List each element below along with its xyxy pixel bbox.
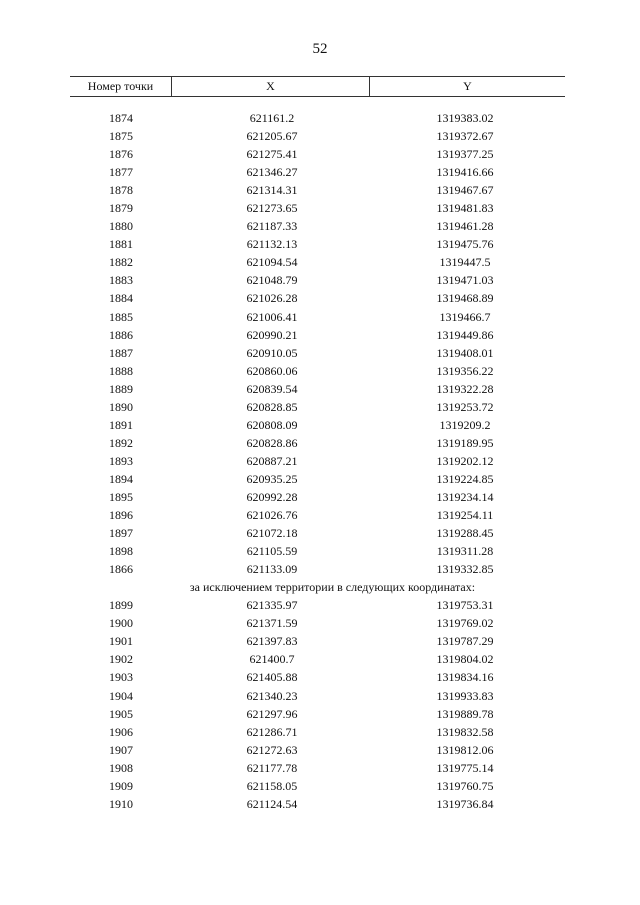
y-coordinate-cell: 1319372.67 [436, 129, 494, 144]
table-row [70, 506, 565, 524]
y-coordinate-cell: 1319769.02 [436, 616, 494, 631]
point-number-cell: 1880 [109, 219, 133, 234]
table-row [70, 687, 565, 705]
x-coordinate-cell: 621400.7 [249, 652, 295, 667]
y-coordinate-cell: 1319760.75 [436, 778, 494, 793]
y-coordinate-cell: 1319753.31 [436, 598, 494, 613]
point-number-cell: 1904 [109, 688, 133, 703]
y-coordinate-cell: 1319189.95 [436, 435, 494, 450]
table-row [70, 235, 565, 253]
y-coordinate-cell: 1319449.86 [436, 327, 494, 342]
point-number-cell: 1879 [109, 201, 133, 216]
x-coordinate-cell: 621177.78 [246, 760, 298, 775]
table-row [70, 632, 565, 650]
y-coordinate-cell: 1319322.28 [436, 381, 494, 396]
point-number-cell: 1898 [109, 544, 133, 559]
table-row [70, 145, 565, 163]
table-row [70, 380, 565, 398]
point-number-cell: 1906 [109, 724, 133, 739]
table-row [70, 398, 565, 416]
x-coordinate-cell: 620992.28 [246, 489, 298, 504]
table-row [70, 560, 565, 578]
table-row [70, 470, 565, 488]
table-row [70, 289, 565, 307]
table-row [70, 488, 565, 506]
table-body [70, 109, 565, 813]
point-number-cell: 1876 [109, 147, 133, 162]
point-number-cell: 1892 [109, 435, 133, 450]
x-coordinate-cell: 620828.86 [246, 435, 298, 450]
y-coordinate-cell: 1319461.28 [436, 219, 494, 234]
exclusion-note: за исключением территории в следующих координатах: [189, 580, 476, 595]
table-row [70, 596, 565, 614]
x-coordinate-cell: 621026.28 [246, 291, 298, 306]
x-coordinate-cell: 621026.76 [246, 508, 298, 523]
y-coordinate-cell: 1319288.45 [436, 526, 494, 541]
point-number-cell: 1899 [109, 598, 133, 613]
x-coordinate-cell: 621205.67 [246, 129, 298, 144]
x-coordinate-cell: 621158.05 [246, 778, 298, 793]
y-coordinate-cell: 1319889.78 [436, 706, 494, 721]
table-row [70, 741, 565, 759]
y-coordinate-cell: 1319787.29 [436, 634, 494, 649]
point-number-cell: 1902 [109, 652, 133, 667]
table-row [70, 271, 565, 289]
x-coordinate-cell: 621314.31 [246, 183, 298, 198]
table-row [70, 308, 565, 326]
table-row [70, 344, 565, 362]
point-number-cell: 1909 [109, 778, 133, 793]
x-coordinate-cell: 621397.83 [246, 634, 298, 649]
x-coordinate-cell: 621335.97 [246, 598, 298, 613]
x-coordinate-cell: 621273.65 [246, 201, 298, 216]
table-row [70, 668, 565, 686]
table-row [70, 127, 565, 145]
x-coordinate-cell: 620935.25 [246, 471, 298, 486]
table-row [70, 416, 565, 434]
x-coordinate-cell: 621346.27 [246, 165, 298, 180]
table-row [70, 109, 565, 127]
y-coordinate-cell: 1319775.14 [436, 760, 494, 775]
point-number-cell: 1910 [109, 796, 133, 811]
y-coordinate-cell: 1319383.02 [436, 111, 494, 125]
x-coordinate-cell: 621371.59 [246, 616, 298, 631]
y-coordinate-cell: 1319832.58 [436, 724, 494, 739]
header-y: Y [463, 79, 472, 93]
x-coordinate-cell: 620990.21 [246, 327, 298, 342]
table-row [70, 199, 565, 217]
point-number-cell: 1875 [109, 129, 133, 144]
table-row [70, 759, 565, 777]
table-row [70, 326, 565, 344]
point-number-cell: 1866 [109, 562, 133, 577]
point-number-cell: 1886 [109, 327, 133, 342]
y-coordinate-cell: 1319933.83 [436, 688, 494, 703]
x-coordinate-cell: 621132.13 [246, 237, 298, 252]
y-coordinate-cell: 1319311.28 [436, 544, 494, 559]
table-row [70, 650, 565, 668]
y-coordinate-cell: 1319466.7 [439, 309, 491, 324]
point-number-cell: 1888 [109, 363, 133, 378]
x-coordinate-cell: 620910.05 [246, 345, 298, 360]
x-coordinate-cell: 621161.2 [249, 111, 295, 125]
x-coordinate-cell: 621124.54 [246, 796, 298, 811]
x-coordinate-cell: 621048.79 [246, 273, 298, 288]
table-row [70, 217, 565, 235]
x-coordinate-cell: 621272.63 [246, 742, 298, 757]
x-coordinate-cell: 621133.09 [246, 562, 298, 577]
table-row [70, 452, 565, 470]
y-coordinate-cell: 1319234.14 [436, 489, 494, 504]
table-row [70, 777, 565, 795]
point-number-cell: 1887 [109, 345, 133, 360]
y-coordinate-cell: 1319468.89 [436, 291, 494, 306]
header-point-number: Номер точки [70, 77, 172, 96]
table-row [70, 181, 565, 199]
x-coordinate-cell: 621105.59 [246, 544, 298, 559]
y-coordinate-cell: 1319834.16 [436, 670, 494, 685]
x-coordinate-cell: 621094.54 [246, 255, 298, 270]
point-number-cell: 1884 [109, 291, 133, 306]
point-number-cell: 1881 [109, 237, 133, 252]
y-coordinate-cell: 1319447.5 [439, 255, 491, 270]
table-row [70, 705, 565, 723]
y-coordinate-cell: 1319408.01 [436, 345, 494, 360]
x-coordinate-cell: 621187.33 [246, 219, 298, 234]
x-coordinate-cell: 621072.18 [246, 526, 298, 541]
y-coordinate-cell: 1319812.06 [436, 742, 494, 757]
y-coordinate-cell: 1319471.03 [436, 273, 494, 288]
table-row [70, 723, 565, 741]
point-number-cell: 1874 [109, 111, 133, 125]
point-number-cell: 1883 [109, 273, 133, 288]
x-coordinate-cell: 620839.54 [246, 381, 298, 396]
y-coordinate-cell: 1319202.12 [436, 453, 494, 468]
point-number-cell: 1882 [109, 255, 133, 270]
y-coordinate-cell: 1319224.85 [436, 471, 494, 486]
x-coordinate-cell: 621275.41 [246, 147, 298, 162]
table-header [70, 76, 565, 97]
x-coordinate-cell: 621006.41 [246, 309, 298, 324]
point-number-cell: 1901 [109, 634, 133, 649]
point-number-cell: 1897 [109, 526, 133, 541]
point-number-cell: 1889 [109, 381, 133, 396]
y-coordinate-cell: 1319475.76 [436, 237, 494, 252]
y-coordinate-cell: 1319253.72 [436, 399, 494, 414]
table-row [70, 163, 565, 181]
x-coordinate-cell: 621405.88 [246, 670, 298, 685]
x-coordinate-cell: 620808.09 [246, 417, 298, 432]
point-number-cell: 1896 [109, 508, 133, 523]
point-number-cell: 1903 [109, 670, 133, 685]
table-row [70, 434, 565, 452]
y-coordinate-cell: 1319356.22 [436, 363, 494, 378]
y-coordinate-cell: 1319467.67 [436, 183, 494, 198]
table-row [70, 362, 565, 380]
y-coordinate-cell: 1319254.11 [436, 508, 494, 523]
page-number: 52 [312, 41, 328, 57]
point-number-cell: 1877 [109, 165, 133, 180]
point-number-cell: 1878 [109, 183, 133, 198]
point-number-cell: 1900 [109, 616, 133, 631]
y-coordinate-cell: 1319416.66 [436, 165, 494, 180]
point-number-cell: 1890 [109, 399, 133, 414]
point-number-cell: 1893 [109, 453, 133, 468]
table-row [70, 542, 565, 560]
x-coordinate-cell: 620828.85 [246, 399, 298, 414]
table-row [70, 795, 565, 813]
point-number-cell: 1885 [109, 309, 133, 324]
x-coordinate-cell: 620860.06 [246, 363, 298, 378]
point-number-cell: 1908 [109, 760, 133, 775]
x-coordinate-cell: 620887.21 [246, 453, 298, 468]
y-coordinate-cell: 1319377.25 [436, 147, 494, 162]
y-coordinate-cell: 1319481.83 [436, 201, 494, 216]
x-coordinate-cell: 621297.96 [246, 706, 298, 721]
table-row [70, 614, 565, 632]
y-coordinate-cell: 1319804.02 [436, 652, 494, 667]
point-number-cell: 1894 [109, 471, 133, 486]
point-number-cell: 1891 [109, 417, 133, 432]
table-row [70, 524, 565, 542]
y-coordinate-cell: 1319332.85 [436, 562, 494, 577]
point-number-cell: 1905 [109, 706, 133, 721]
point-number-cell: 1907 [109, 742, 133, 757]
header-x: X [172, 77, 370, 96]
table-row [70, 253, 565, 271]
x-coordinate-cell: 621340.23 [246, 688, 298, 703]
x-coordinate-cell: 621286.71 [246, 724, 298, 739]
y-coordinate-cell: 1319736.84 [436, 796, 494, 811]
y-coordinate-cell: 1319209.2 [439, 417, 491, 432]
point-number-cell: 1895 [109, 489, 133, 504]
